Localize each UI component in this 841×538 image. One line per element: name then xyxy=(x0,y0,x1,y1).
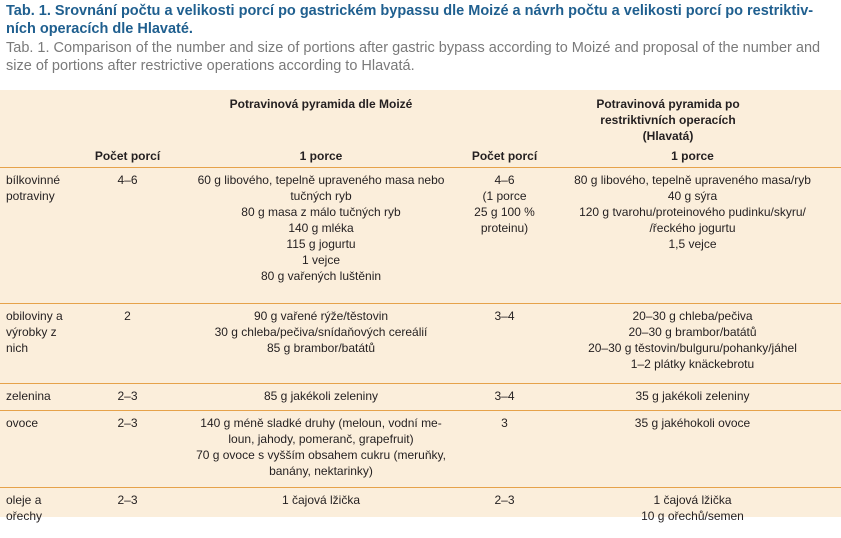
row-portion-moize xyxy=(177,304,465,384)
table-row xyxy=(0,304,841,384)
row-portion-hlavata-line: 1–2 plátky knäckebrotu xyxy=(630,357,755,371)
table-row xyxy=(0,488,841,538)
header-portion-moize: 1 porce xyxy=(299,149,343,163)
caption-title-czech: Tab. 1. Srovnání počtu a velikosti porcí po gastrickém bypassu dle Moizé a návrh počtu a velikosti porcí po restriktiv-ních operacích dle Hlavaté. xyxy=(6,3,814,37)
row-portion-moize-line: tučných ryb xyxy=(290,189,352,203)
row-count-hlavata-line: proteinu) xyxy=(480,221,529,235)
row-portion-moize xyxy=(177,488,465,538)
row-count-hlavata xyxy=(465,304,544,384)
caption-title-english: Tab. 1. Comparison of the number and size of portions after gastric bypass according to Moizé and proposal of the number and size of portions after restrictive operations according to Hlavatá. xyxy=(6,40,821,74)
row-count-hlavata xyxy=(465,411,544,488)
table-row xyxy=(0,384,841,411)
header-count-hlavata: Počet porcí xyxy=(471,149,538,163)
row-count-hlavata-line: 25 g 100 % xyxy=(474,205,535,219)
row-portion-moize-line: 30 g chleba/pečiva/snídaňových cereálií xyxy=(214,325,428,339)
row-portion-moize xyxy=(177,411,465,488)
group-header-moize: Potravinová pyramida dle Moizé xyxy=(229,97,413,111)
comparison-table xyxy=(0,90,841,523)
row-portion-moize-line: banány, nektarinky) xyxy=(269,464,373,478)
row-count-hlavata xyxy=(465,384,544,411)
row-category: oleje a ořechy xyxy=(0,488,78,538)
row-portion-hlavata xyxy=(544,411,841,488)
row-count-hlavata-line: 3–4 xyxy=(494,389,515,403)
row-count-moize: 2–3 xyxy=(78,384,177,411)
row-count-moize: 2–3 xyxy=(78,411,177,488)
row-count-hlavata-line: 2–3 xyxy=(494,493,515,507)
row-portion-hlavata-line: 35 g jakékoli zeleniny xyxy=(635,389,750,403)
row-count-hlavata-line: 3 xyxy=(501,416,508,430)
table-caption xyxy=(0,0,841,75)
row-category: bílkovinné potraviny xyxy=(0,168,78,304)
row-portion-moize-line: 85 g jakékoli zeleniny xyxy=(263,389,379,403)
row-portion-moize-line: 140 g méně sladké druhy (meloun, vodní me- xyxy=(200,416,442,430)
row-count-moize: 4–6 xyxy=(78,168,177,304)
row-portion-moize-line: 140 g mléka xyxy=(288,221,354,235)
header-portion-hlavata: 1 porce xyxy=(671,149,714,163)
row-portion-hlavata xyxy=(544,304,841,384)
header-empty xyxy=(0,90,78,145)
row-portion-hlavata-line: 20–30 g těstovin/bulguru/pohanky/jáhel xyxy=(588,341,797,355)
table-row xyxy=(0,411,841,488)
row-portion-moize-line: 80 g masa z málo tučných ryb xyxy=(241,205,401,219)
row-portion-moize-line: 80 g vařených luštěnin xyxy=(260,269,382,283)
header-count-moize: Počet porcí xyxy=(94,149,161,163)
row-portion-moize-line: 70 g ovoce s vyšším obsahem cukru (meruňky, xyxy=(196,448,446,462)
row-portion-hlavata-line: 1,5 vejce xyxy=(668,237,717,251)
row-portion-moize xyxy=(177,168,465,304)
row-count-moize: 2–3 xyxy=(78,488,177,538)
row-count-hlavata xyxy=(465,168,544,304)
header-empty xyxy=(0,145,78,168)
row-portion-hlavata-line: 80 g libového, tepelně upraveného masa/ryb xyxy=(574,173,811,187)
row-category: ovoce xyxy=(0,411,78,488)
row-portion-moize-line: 1 čajová lžička xyxy=(281,493,361,507)
group-header-hlavata: Potravinová pyramida po restriktivních operacích (Hlavatá) xyxy=(596,97,740,143)
row-portion-hlavata xyxy=(544,168,841,304)
row-portion-hlavata-line: 20–30 g chleba/pečiva xyxy=(632,309,753,323)
header-empty xyxy=(78,90,177,145)
row-portion-hlavata-line: 40 g sýra xyxy=(667,189,718,203)
row-count-hlavata-line: 4–6 xyxy=(494,173,515,187)
row-category: zelenina xyxy=(0,384,78,411)
row-portion-moize-line: 85 g brambor/batátů xyxy=(266,341,376,355)
row-portion-hlavata-line: 10 g ořechů/semen xyxy=(641,509,744,523)
row-portion-hlavata-line: 1 čajová lžička xyxy=(653,493,732,507)
row-count-hlavata-line: 3–4 xyxy=(494,309,515,323)
row-portion-hlavata-line: 35 g jakéhokoli ovoce xyxy=(634,416,751,430)
row-portion-hlavata-line: 120 g tvarohu/proteinového pudinku/skyru/ xyxy=(579,205,806,219)
row-portion-moize-line: 90 g vařené rýže/těstovin xyxy=(253,309,389,323)
row-portion-moize-line: 60 g libového, tepelně upraveného masa nebo xyxy=(197,173,445,187)
row-count-hlavata-line: (1 porce xyxy=(482,189,527,203)
row-portion-hlavata-line: 20–30 g brambor/batátů xyxy=(628,325,757,339)
row-portion-hlavata xyxy=(544,384,841,411)
row-count-moize: 2 xyxy=(78,304,177,384)
row-portion-hlavata xyxy=(544,488,841,538)
row-category: obiloviny a výrobky z nich xyxy=(0,304,78,384)
row-portion-moize-line: 1 vejce xyxy=(301,253,341,267)
row-portion-moize-line: loun, jahody, pomeranč, grapefruit) xyxy=(228,432,414,446)
row-portion-moize-line: 115 g jogurtu xyxy=(286,237,356,251)
row-count-hlavata xyxy=(465,488,544,538)
table-row xyxy=(0,168,841,304)
row-portion-moize xyxy=(177,384,465,411)
row-portion-hlavata-line: /řeckého jogurtu xyxy=(649,221,736,235)
